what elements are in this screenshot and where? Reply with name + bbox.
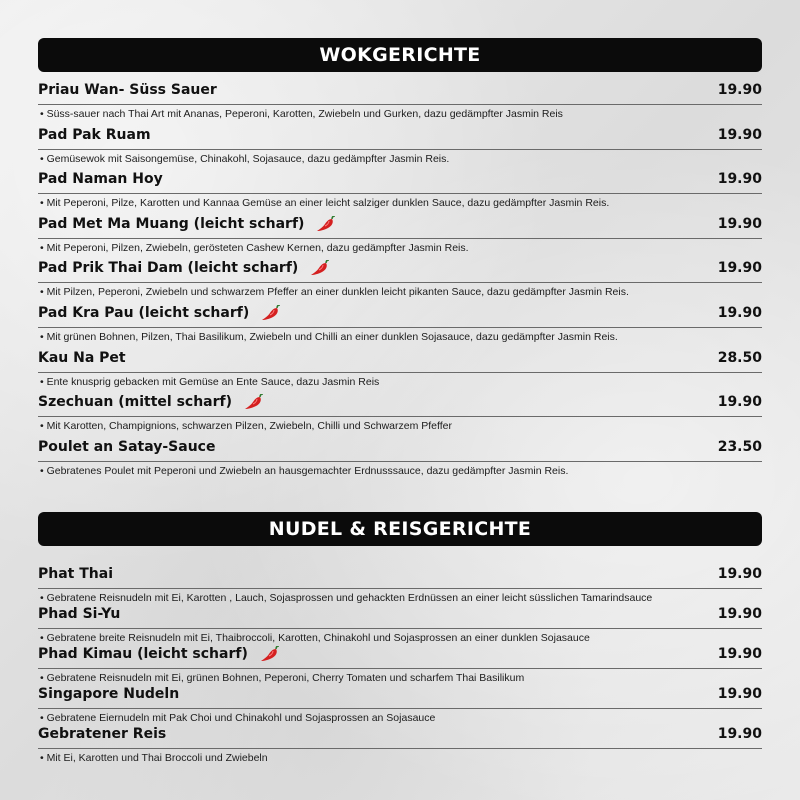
menu-item-description: • Gebratenes Poulet mit Peperoni und Zwiebeln an hausgemachter Erdnusssauce, dazu gedämpfter Jasmin Reis. (40, 465, 568, 477)
menu-item-header (38, 214, 762, 239)
menu-item-name (38, 171, 163, 187)
menu-item-name-text: Pad Pak Ruam (38, 126, 151, 143)
menu-item-price: 23.50 (717, 438, 762, 455)
menu-item-name-text: Poulet an Satay-Sauce (38, 438, 216, 455)
menu-item-description: • Gemüsewok mit Saisongemüse, Chinakohl, Sojasauce, dazu gedämpfter Jasmin Reis. (40, 153, 449, 165)
menu-item-name (38, 127, 151, 143)
menu-item-description: • Gebratene breite Reisnudeln mit Ei, Thaibroccoli, Karotten, Chinakohl und Sojasprossen an einer dunklen Sojasauce (40, 632, 590, 644)
menu-item-description: • Gebratene Reisnudeln mit Ei, Karotten , Lauch, Sojasprossen und gehackten Erdnüssen an einer leicht süsslichen Tamarindsauce (40, 592, 652, 604)
menu-item-price: 19.90 (717, 646, 762, 662)
menu-item-price: 28.50 (717, 349, 762, 366)
menu-item-header (38, 80, 762, 105)
menu-item-price: 19.90 (717, 305, 762, 321)
menu-item-description: • Mit Ei, Karotten und Thai Broccoli und Zwiebeln (40, 752, 268, 764)
menu-item-name (38, 216, 336, 232)
chili-pepper-icon (316, 216, 336, 232)
menu-item-name-text: Kau Na Pet (38, 349, 126, 366)
menu-item (38, 258, 762, 299)
menu-item (38, 392, 762, 433)
menu-item-name-text: Szechuan (mittel scharf) (38, 394, 233, 411)
menu-item (38, 125, 762, 165)
menu-item-header (38, 644, 762, 669)
menu-item-header (38, 258, 762, 283)
menu-item (38, 724, 762, 764)
menu-item-description: • Mit Pilzen, Peperoni, Zwiebeln und schwarzem Pfeffer an einer dunklen leicht pikanten Sauce, dazu gedämpfter Jasmin Reis. (40, 286, 629, 298)
menu-item-name (38, 686, 179, 702)
menu-item-price: 19.90 (717, 566, 762, 582)
menu-item-header (38, 348, 762, 373)
menu-item-name (38, 566, 113, 582)
menu-item-header (38, 303, 762, 328)
menu-item-price: 19.90 (717, 686, 762, 702)
section-header-wok: WOKGERICHTE (38, 38, 762, 72)
menu-item-price: 19.90 (717, 82, 762, 98)
menu-item-name-text: Phad Si-Yu (38, 606, 121, 622)
menu-item-name-text: Priau Wan- Süss Sauer (38, 82, 217, 98)
section-header-noodle: NUDEL & REISGERICHTE (38, 512, 762, 546)
menu-item-description: • Mit grünen Bohnen, Pilzen, Thai Basilikum, Zwiebeln und Chilli an einer dunklen Sojasauce, dazu gedämpfter Jasmin Reis. (40, 331, 618, 343)
menu-item-name (38, 394, 264, 410)
chili-pepper-icon (261, 305, 281, 321)
menu-item-name (38, 260, 330, 276)
menu-item-header (38, 604, 762, 629)
menu-item-description: • Mit Peperoni, Pilzen, Zwiebeln, gerösteten Cashew Kernen, dazu gedämpfter Jasmin Reis. (40, 242, 469, 254)
menu-item (38, 214, 762, 254)
chili-pepper-icon (260, 646, 280, 662)
menu-item-name (38, 606, 120, 622)
menu-item (38, 303, 762, 343)
menu-item-description: • Gebratene Eiernudeln mit Pak Choi und Chinakohl und Sojasprossen an Sojasauce (40, 712, 435, 724)
menu-item-name-text: Phad Kimau (leicht scharf) (38, 646, 248, 662)
chili-pepper-icon (244, 394, 264, 410)
menu-item-header (38, 684, 762, 709)
menu-item-description: • Mit Karotten, Champignions, schwarzen Pilzen, Zwiebeln, Chilli und Schwarzem Pfeffer (40, 420, 452, 432)
menu-item-name-text: Pad Kra Pau (leicht scharf) (38, 305, 250, 321)
menu-item-price: 19.90 (717, 126, 762, 143)
menu-item-price: 19.90 (717, 215, 762, 232)
chili-pepper-icon (310, 260, 330, 276)
menu-item (38, 684, 762, 724)
menu-item-header (38, 437, 762, 462)
menu-item-description: • Süss-sauer nach Thai Art mit Ananas, Peperoni, Karotten, Zwiebeln und Gurken, dazu gedämpfter Jasmin Reis (40, 108, 563, 120)
menu-item-price: 19.90 (717, 260, 762, 277)
menu-item (38, 169, 762, 210)
menu-item (38, 564, 762, 604)
menu-item-header (38, 125, 762, 150)
menu-item-description: • Mit Peperoni, Pilze, Karotten und Kannaa Gemüse an einer leicht salziger dunklen Sauce, dazu gedämpfter Jasmin Reis. (40, 197, 609, 209)
menu-item-description: • Gebratene Reisnudeln mit Ei, grünen Bohnen, Peperoni, Cherry Tomaten und scharfem Thai Basilikum (40, 672, 524, 684)
menu-item-name-text: Gebratener Reis (38, 726, 167, 742)
menu-item-price: 19.90 (717, 726, 762, 742)
menu-item (38, 604, 762, 644)
menu-item-name (38, 305, 281, 321)
menu-item (38, 80, 762, 120)
menu-item-name-text: Pad Met Ma Muang (leicht scharf) (38, 215, 305, 232)
menu-item-name (38, 439, 215, 455)
menu-item (38, 348, 762, 388)
menu-item-name (38, 350, 126, 366)
menu-item-name (38, 82, 217, 98)
menu-item-header (38, 392, 762, 417)
menu-item-description: • Ente knusprig gebacken mit Gemüse an Ente Sauce, dazu Jasmin Reis (40, 376, 379, 388)
menu-item-header (38, 169, 762, 194)
menu-item-price: 19.90 (717, 171, 762, 188)
menu-item-price: 19.90 (717, 394, 762, 411)
menu-item-name-text: Pad Naman Hoy (38, 171, 163, 188)
menu-item (38, 644, 762, 684)
menu-item-header (38, 724, 762, 749)
menu-item-name (38, 646, 280, 662)
menu-item (38, 437, 762, 477)
menu-item-name-text: Singapore Nudeln (38, 686, 180, 702)
menu-item-name (38, 726, 166, 742)
menu-item-name-text: Pad Prik Thai Dam (leicht scharf) (38, 260, 299, 277)
menu-item-name-text: Phat Thai (38, 566, 114, 582)
menu-item-header (38, 564, 762, 589)
menu-item-price: 19.90 (717, 606, 762, 622)
